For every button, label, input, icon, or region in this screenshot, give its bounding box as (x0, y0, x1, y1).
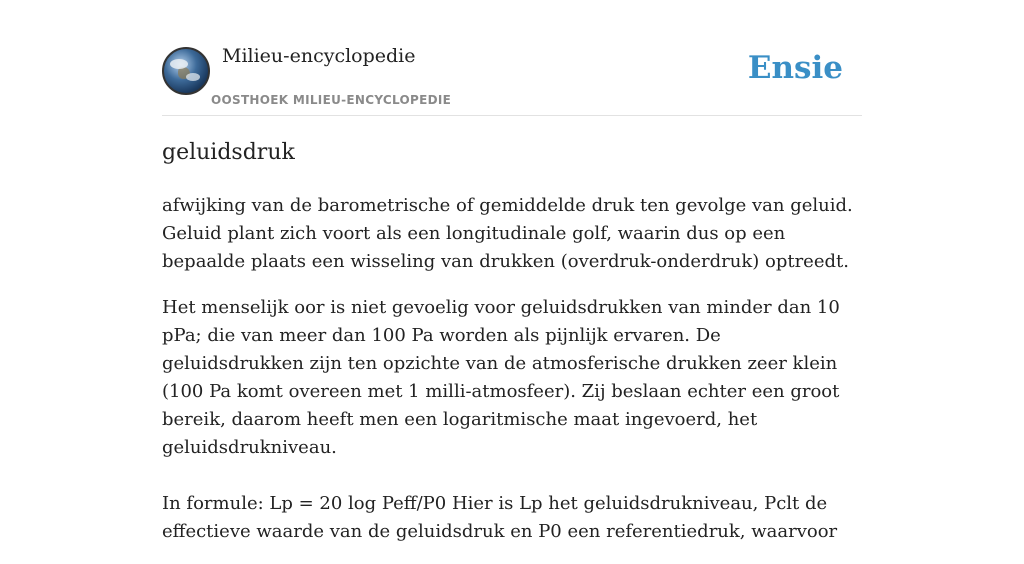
header-divider (162, 115, 862, 116)
site-subtitle: OOSTHOEK MILIEU-ENCYCLOPEDIE (211, 93, 452, 107)
definition-paragraph: afwijking van de barometrische of gemiddelde druk ten gevolge van geluid. Geluid plant zich voort als een longitudinale golf, waarin dus op een bepaalde plaats een wisseling van drukken (overdruk-onderdruk) optreedt. (162, 195, 853, 272)
site-title-link[interactable]: Milieu-encyclopedie (222, 45, 416, 67)
ensie-brand-logo[interactable]: Ensie (747, 50, 843, 86)
explanation-paragraph (162, 294, 862, 546)
explanation-text: Het menselijk oor is niet gevoelig voor geluidsdrukken van minder dan 10 pPa; die van meer dan 100 Pa worden als pijnlijk ervaren. De geluidsdrukken zijn ten opzichte van de atmosferische drukken zeer klein (100 Pa komt overeen met 1 milli-atmosfeer). Zij beslaan echter een groot bereik, daarom heeft men een logaritmische maat ingevoerd, het geluidsdrukniveau. (162, 297, 840, 458)
entry-content (162, 192, 862, 564)
globe-cloud-shape (170, 59, 188, 69)
formula-text: In formule: Lp = 20 log Peff/P0 Hier is Lp het geluidsdrukniveau, Pclt de effectieve waarde van de geluidsdruk en P0 een referentiedruk, waarvoor (162, 493, 838, 542)
globe-cloud-shape (186, 73, 200, 81)
entry-title: geluidsdruk (162, 140, 295, 165)
earth-globe-icon[interactable] (162, 47, 210, 95)
